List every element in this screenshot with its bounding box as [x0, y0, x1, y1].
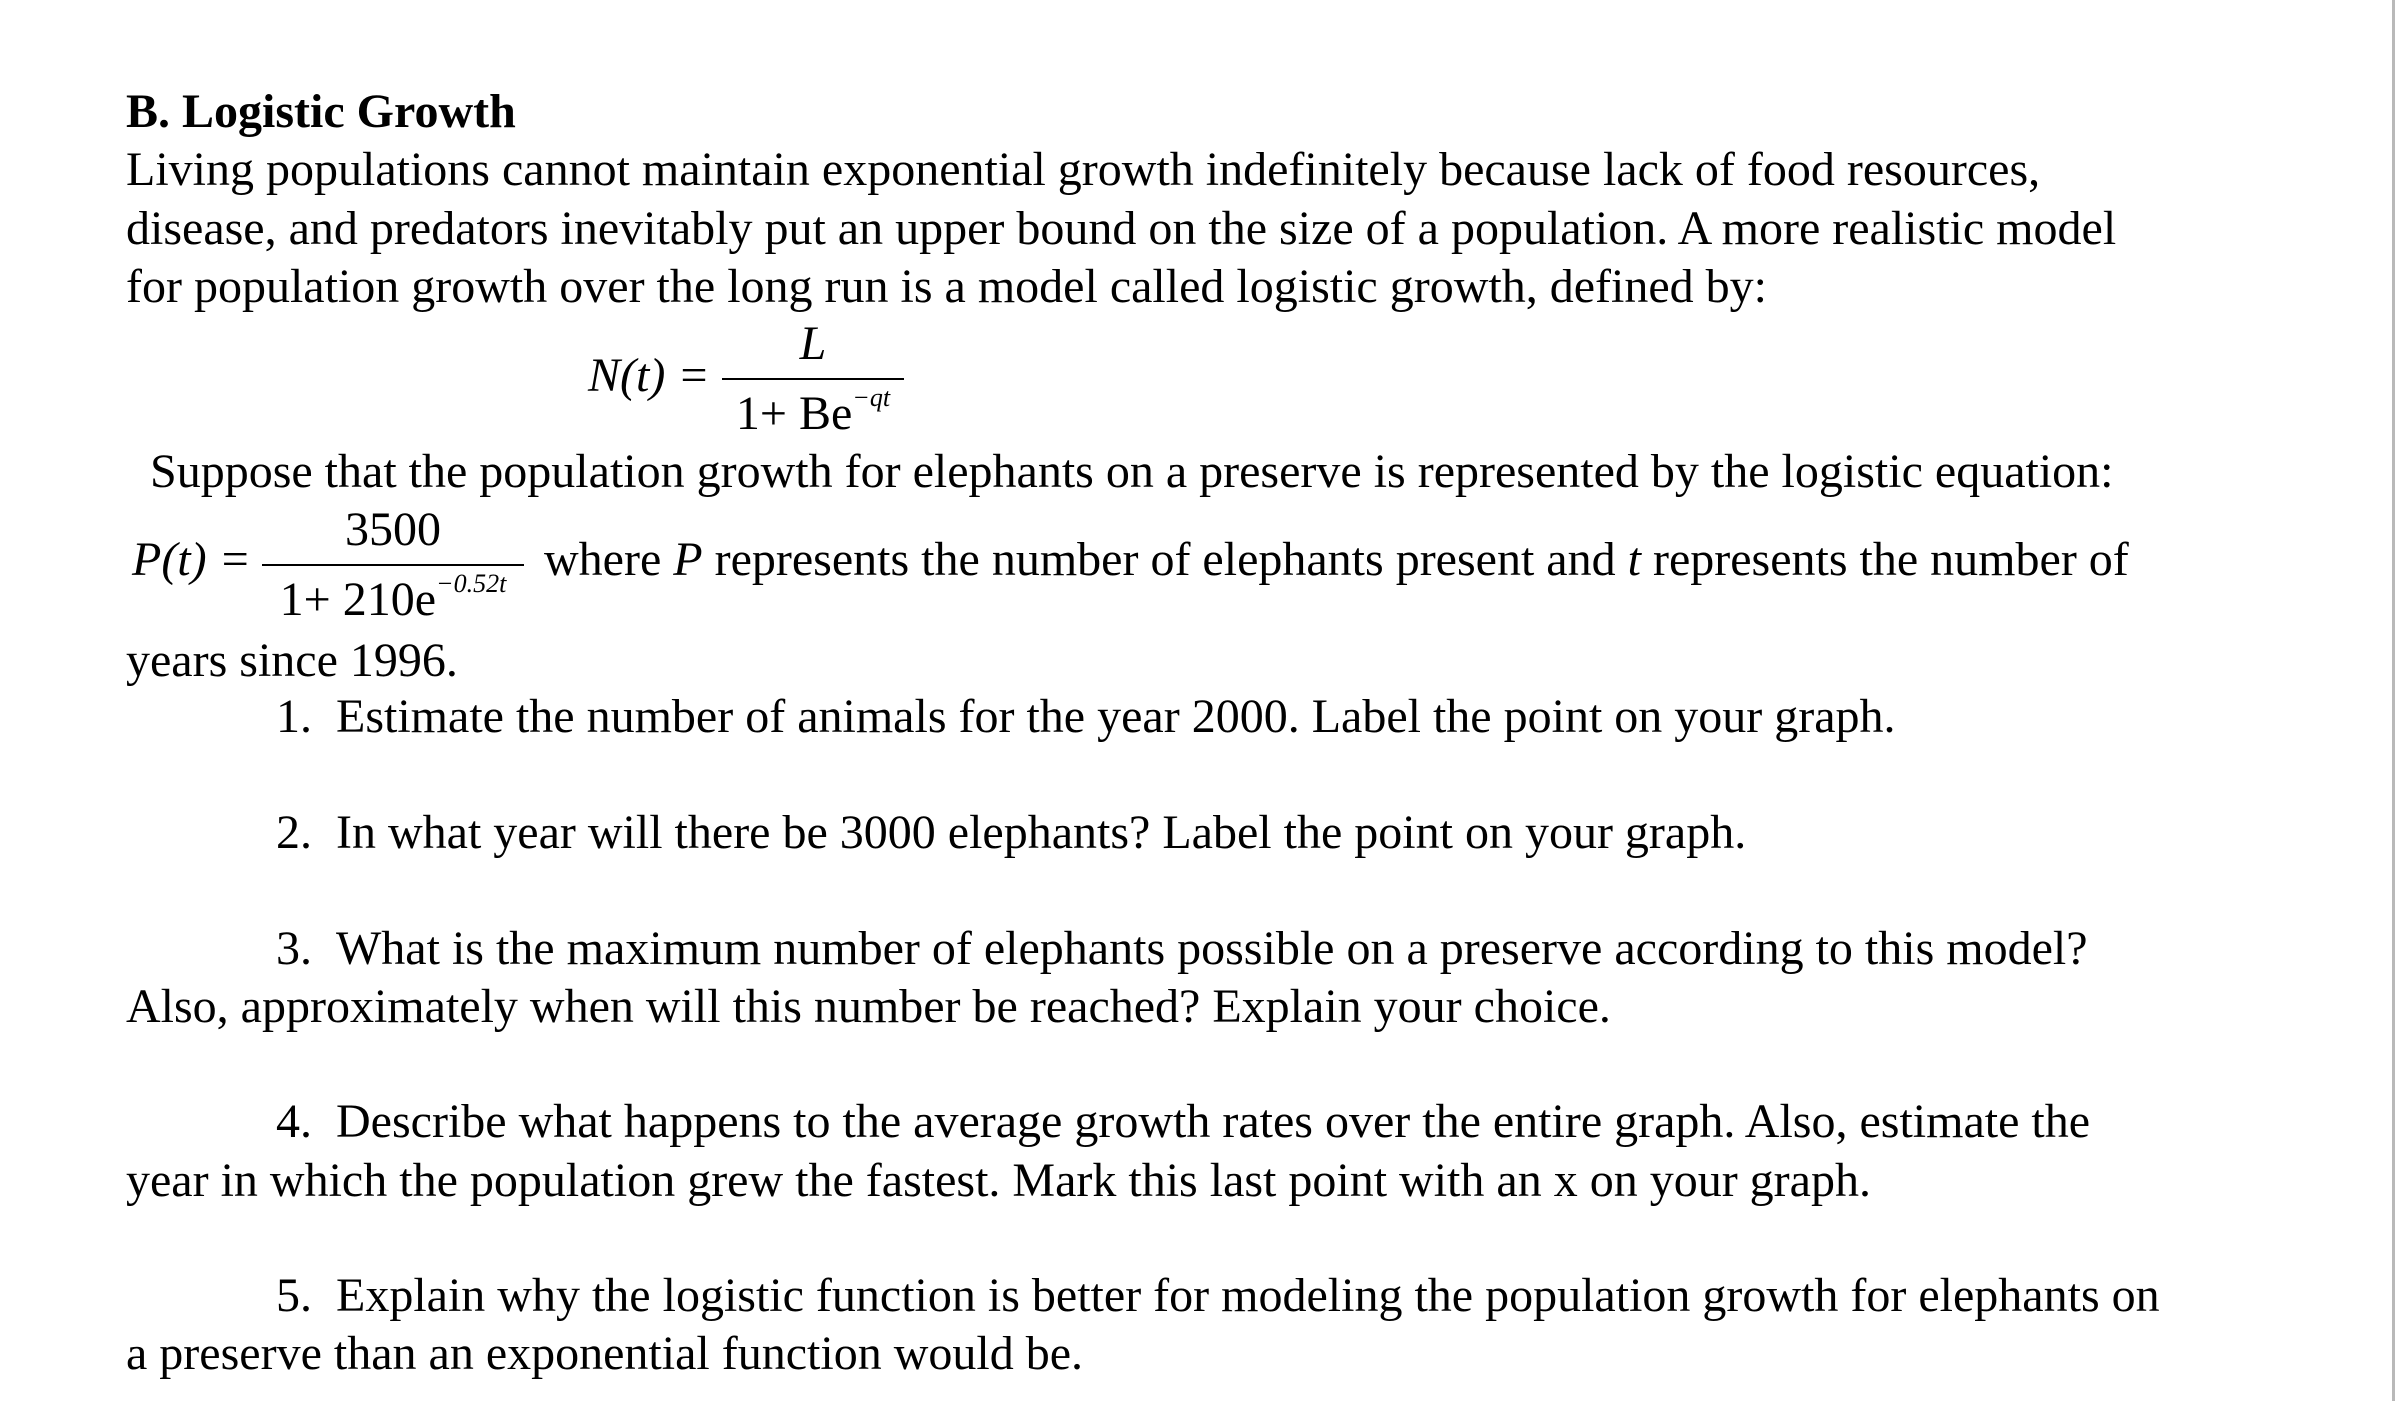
question-3-text-2: Also, approximately when will this number be reached? Explain your choice. [126, 980, 1611, 1033]
where-text-3: represents the number of [1640, 533, 2129, 586]
formula1-denominator-exponent: −qt [852, 383, 891, 412]
question-5-text-2: a preserve than an exponential function would be. [126, 1327, 1083, 1380]
formula2-numerator: 3500 [345, 503, 441, 556]
question-4 [276, 1095, 2091, 1148]
formula2-denominator-base: 1+ 210e [279, 573, 437, 626]
formula1-denominator-base: 1+ Be [735, 387, 853, 440]
formula2-denominator-exponent: −0.52t [436, 569, 507, 598]
question-1-text: Estimate the number of animals for the year 2000. Label the point on your graph. [336, 690, 1896, 743]
question-1 [276, 690, 1896, 743]
intro-line-2: disease, and predators inevitably put an upper bound on the size of a population. A more realistic model [126, 202, 2117, 255]
question-4-text-1: Describe what happens to the average growth rates over the entire graph. Also, estimate the [336, 1095, 2091, 1148]
question-2 [276, 806, 1747, 859]
formula2-lhs: P(t) = [132, 533, 252, 586]
formula1-lhs: N(t) = [588, 349, 710, 402]
question-5-number: 5. [276, 1269, 312, 1322]
question-4-text-2: year in which the population grew the fastest. Mark this last point with an x on your graph. [126, 1154, 1871, 1207]
formula1-fraction-bar [722, 378, 904, 380]
years-since-line: years since 1996. [126, 634, 458, 687]
question-5-text-1: Explain why the logistic function is better for modeling the population growth for elephants on [336, 1269, 2160, 1322]
question-3-number: 3. [276, 922, 312, 975]
formula1-denominator [722, 383, 904, 440]
intro-line-3: for population growth over the long run is a model called logistic growth, defined by: [126, 260, 1767, 313]
formula2-fraction [262, 503, 524, 626]
question-5 [276, 1269, 2160, 1322]
formula2-denominator [262, 569, 524, 626]
variable-t: t [1627, 533, 1641, 586]
where-line [544, 533, 2129, 586]
formula1-fraction [722, 317, 904, 440]
formula1-numerator: L [799, 317, 827, 370]
question-4-number: 4. [276, 1095, 312, 1148]
question-2-number: 2. [276, 806, 312, 859]
question-3-text-1: What is the maximum number of elephants possible on a preserve according to this model? [336, 922, 2088, 975]
question-3 [276, 922, 2088, 975]
question-1-number: 1. [276, 690, 312, 743]
where-text-1: where [544, 533, 674, 586]
variable-p: P [673, 533, 703, 586]
where-text-2: represents the number of elephants present and [702, 533, 1628, 586]
intro-line-1: Living populations cannot maintain exponential growth indefinitely because lack of food resources, [126, 143, 2041, 196]
suppose-line: Suppose that the population growth for elephants on a preserve is represented by the logistic equation: [150, 445, 2114, 498]
section-heading: B. Logistic Growth [126, 85, 516, 138]
question-2-text: In what year will there be 3000 elephants? Label the point on your graph. [336, 806, 1747, 859]
formula2-fraction-bar [262, 564, 524, 566]
